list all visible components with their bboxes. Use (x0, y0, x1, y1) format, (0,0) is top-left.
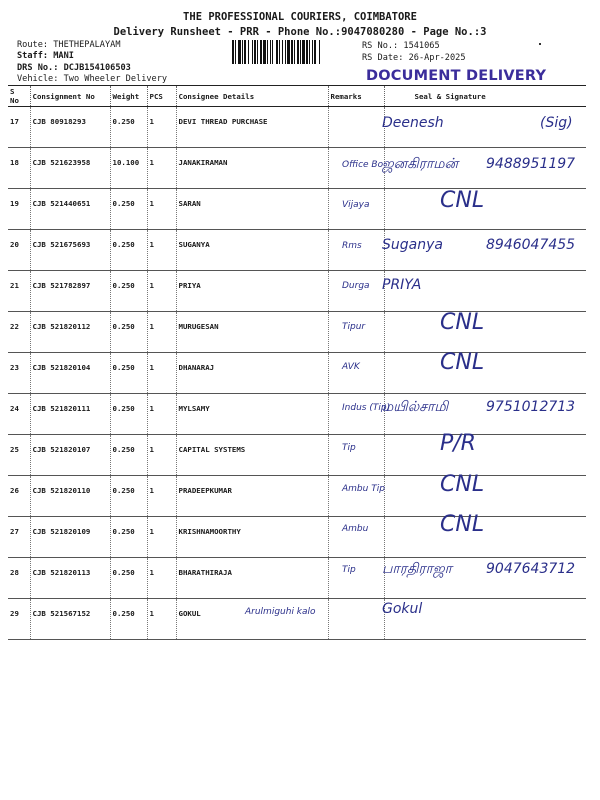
row-weight: 0.250 (110, 353, 147, 394)
row-note-handwriting: Arulmiguhi kalo (245, 607, 316, 617)
row-consignment-no: CJB 521820112 (30, 312, 110, 353)
row-consignment-no: CJB 521440651 (30, 189, 110, 230)
route-label: Route: (17, 40, 49, 50)
barcode-bar (291, 40, 293, 64)
row-pcs: 1 (147, 189, 176, 230)
remark-handwriting: Tip (342, 443, 356, 453)
row-remarks-cell (328, 394, 384, 435)
drs-value: DCJB154106503 (63, 63, 131, 73)
row-pcs: 1 (147, 230, 176, 271)
row-consignment-no: CJB 521820109 (30, 517, 110, 558)
row-consignee: MYLSAMY (176, 394, 328, 435)
barcode-bar (238, 40, 241, 64)
row-pcs: 1 (147, 435, 176, 476)
remark-handwriting: Ambu Tip (342, 483, 385, 494)
row-consignee: SUGANYA (176, 230, 328, 271)
table-row (8, 271, 586, 312)
row-weight: 10.100 (110, 148, 147, 189)
row-pcs: 1 (147, 271, 176, 312)
row-pcs: 1 (147, 107, 176, 148)
row-consignment-no: CJB 521820113 (30, 558, 110, 599)
row-signature-cell (384, 435, 586, 476)
barcode-bar (270, 40, 271, 64)
row-remarks-cell (328, 107, 384, 148)
vehicle-value: Two Wheeler Delivery (63, 74, 168, 84)
sheet-title: Delivery Runsheet - PRR - Phone No.:9047080280 - Page No.:3 (113, 26, 487, 38)
col-sno: S No (8, 86, 30, 107)
row-pcs: 1 (147, 599, 176, 640)
row-sno: 26 (8, 476, 30, 517)
row-pcs: 1 (147, 312, 176, 353)
row-remarks-cell (328, 271, 384, 312)
barcode-bar (244, 40, 246, 64)
row-pcs: 1 (147, 394, 176, 435)
vehicle-line (17, 74, 167, 84)
barcode-bar (232, 40, 234, 64)
barcode-bar (306, 40, 308, 64)
signature-handwriting: CNL (440, 309, 485, 335)
row-weight: 0.250 (110, 394, 147, 435)
row-sno: 21 (8, 271, 30, 312)
table-header-row (8, 86, 586, 107)
remark-handwriting: Office Bo (342, 159, 384, 170)
row-pcs: 1 (147, 517, 176, 558)
row-consignee: DHANARAJ (176, 353, 328, 394)
vehicle-label: Vehicle: (17, 74, 59, 84)
route-line (17, 40, 121, 50)
signature-handwriting: மயில்சாமி (382, 398, 449, 415)
signature-handwriting: P/R (440, 431, 476, 456)
barcode-bar (260, 40, 262, 64)
row-sno: 28 (8, 558, 30, 599)
row-sno: 19 (8, 189, 30, 230)
barcode-bar (297, 40, 299, 64)
rs-no-line (362, 41, 440, 51)
barcode-bar (254, 40, 256, 64)
row-weight: 0.250 (110, 189, 147, 230)
remark-handwriting: AVK (342, 362, 360, 372)
row-sno: 27 (8, 517, 30, 558)
table-row (8, 435, 586, 476)
remark-handwriting: Rms (342, 240, 362, 251)
signature-handwriting: Deenesh (382, 115, 444, 131)
row-consignee: GOKUL (176, 599, 328, 640)
col-consignee: Consignee Details (176, 86, 328, 107)
remark-handwriting: Tipur (342, 321, 366, 332)
signature-handwriting: பாரதிராஜா (382, 560, 452, 577)
row-pcs: 1 (147, 558, 176, 599)
drs-line (17, 63, 131, 73)
signature-extra-handwriting: 9751012713 (486, 398, 576, 415)
row-consignee: PRIYA (176, 271, 328, 312)
row-signature-cell (384, 517, 586, 558)
col-consignment: Consignment No (30, 86, 110, 107)
rs-date-value: 26-Apr-2025 (408, 53, 466, 63)
row-pcs: 1 (147, 148, 176, 189)
row-consignee: SARAN (176, 189, 328, 230)
row-weight: 0.250 (110, 517, 147, 558)
table-row (8, 107, 586, 148)
row-sno: 20 (8, 230, 30, 271)
row-sno: 17 (8, 107, 30, 148)
remark-handwriting: Ambu (342, 524, 369, 534)
staff-line (17, 51, 74, 61)
row-sno: 25 (8, 435, 30, 476)
document-delivery-stamp: DOCUMENT DELIVERY (366, 68, 547, 84)
barcode-bar (257, 40, 258, 64)
row-consignee: DEVI THREAD PURCHASE (176, 107, 328, 148)
row-remarks-cell (328, 312, 384, 353)
barcode-bar (285, 40, 286, 64)
row-weight: 0.250 (110, 271, 147, 312)
signature-handwriting: CNL (440, 350, 485, 375)
drs-label: DRS No.: (17, 63, 59, 73)
barcode-bar (276, 40, 278, 64)
row-signature-cell (384, 189, 586, 230)
barcode-bar (282, 40, 283, 64)
barcode-bar (267, 40, 268, 64)
barcode-bar (312, 40, 313, 64)
row-consignee: BHARATHIRAJA (176, 558, 328, 599)
table-row (8, 599, 586, 640)
table-row (8, 312, 586, 353)
row-weight: 0.250 (110, 558, 147, 599)
signature-handwriting: CNL (440, 188, 485, 213)
row-consignment-no: CJB 521820110 (30, 476, 110, 517)
row-sno: 29 (8, 599, 30, 640)
row-remarks-cell (328, 353, 384, 394)
col-weight: Weight (110, 86, 147, 107)
remark-handwriting: Vijaya (342, 200, 370, 210)
row-signature-cell (384, 476, 586, 517)
company-title: THE PROFESSIONAL COURIERS, COIMBATORE (183, 11, 417, 23)
rs-date-line (362, 53, 466, 63)
col-seal-signature: Seal & Signature (384, 86, 586, 107)
signature-handwriting: Suganya (382, 236, 443, 253)
row-weight: 0.250 (110, 107, 147, 148)
barcode-bar (309, 40, 310, 64)
row-pcs: 1 (147, 476, 176, 517)
signature-handwriting: CNL (440, 512, 485, 537)
barcode-bar (235, 40, 236, 64)
row-weight: 0.250 (110, 435, 147, 476)
route-value: THETHEPALAYAM (53, 40, 121, 50)
barcode-bar (248, 40, 249, 64)
table-row (8, 517, 586, 558)
row-weight: 0.250 (110, 599, 147, 640)
barcode-bar (242, 40, 243, 64)
table-row (8, 476, 586, 517)
barcode-bar (252, 40, 253, 64)
signature-extra-handwriting: 8946047455 (486, 236, 576, 253)
row-consignment-no: CJB 521782897 (30, 271, 110, 312)
remark-handwriting: Durga (342, 281, 370, 291)
row-consignee: CAPITAL SYSTEMS (176, 435, 328, 476)
barcode-bar (294, 40, 295, 64)
remark-handwriting: Tip (342, 564, 356, 575)
row-consignment-no: CJB 521820104 (30, 353, 110, 394)
row-consignment-no: CJB 521567152 (30, 599, 110, 640)
barcode-bar (319, 40, 320, 64)
barcode-bar (302, 40, 305, 64)
row-remarks-cell (328, 599, 384, 640)
staff-value: MANI (53, 51, 74, 61)
rs-date-label: RS Date: (362, 53, 404, 63)
signature-handwriting: Gokul (382, 601, 423, 617)
row-sno: 22 (8, 312, 30, 353)
signature-extra-handwriting: (Sig) (540, 115, 573, 131)
col-remarks: Remarks (328, 86, 384, 107)
row-consignment-no: CJB 521820107 (30, 435, 110, 476)
row-remarks-cell (328, 435, 384, 476)
row-pcs: 1 (147, 353, 176, 394)
row-consignment-no: CJB 521623958 (30, 148, 110, 189)
table-row (8, 353, 586, 394)
table-row (8, 189, 586, 230)
col-pcs: PCS (147, 86, 176, 107)
row-consignment-no: CJB 521675693 (30, 230, 110, 271)
row-weight: 0.250 (110, 312, 147, 353)
rs-no-value: 1541065 (403, 41, 440, 51)
staff-label: Staff: (17, 51, 49, 61)
signature-extra-handwriting: 9488951197 (486, 155, 576, 172)
barcode-bar (287, 40, 290, 64)
barcode-bar (279, 40, 280, 64)
row-weight: 0.250 (110, 476, 147, 517)
barcode (232, 40, 354, 64)
row-consignee: PRADEEPKUMAR (176, 476, 328, 517)
signature-handwriting: ஜனகிராமன் (382, 155, 459, 172)
row-consignee: JANAKIRAMAN (176, 148, 328, 189)
mark-dot (539, 43, 541, 45)
rs-no-label: RS No.: (362, 41, 399, 51)
row-consignment-no: CJB 521820111 (30, 394, 110, 435)
row-sno: 18 (8, 148, 30, 189)
row-sno: 23 (8, 353, 30, 394)
row-signature-cell (384, 309, 586, 353)
row-consignment-no: CJB 80918293 (30, 107, 110, 148)
row-signature-cell (384, 353, 586, 394)
signature-handwriting: CNL (440, 471, 485, 497)
barcode-bar (300, 40, 301, 64)
row-remarks-cell (328, 476, 384, 517)
signature-handwriting: PRIYA (382, 277, 422, 293)
row-sno: 24 (8, 394, 30, 435)
row-consignee: MURUGESAN (176, 312, 328, 353)
row-weight: 0.250 (110, 230, 147, 271)
barcode-bar (263, 40, 266, 64)
remark-handwriting: Indus (Tip) (342, 402, 391, 413)
barcode-bar (272, 40, 273, 64)
row-remarks-cell (328, 517, 384, 558)
barcode-bar (314, 40, 316, 64)
row-consignee: KRISHNAMOORTHY (176, 517, 328, 558)
signature-extra-handwriting: 9047643712 (486, 560, 576, 577)
